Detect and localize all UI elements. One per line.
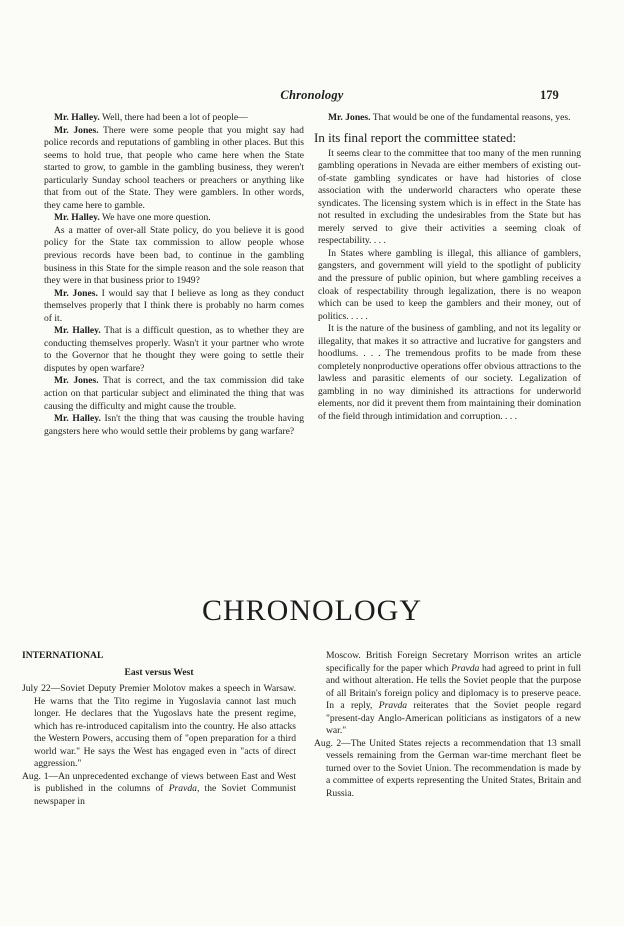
section-heading: INTERNATIONAL [22,650,104,661]
testimony-paragraph: Mr. Jones. I would say that I believe as long as they conduct themselves properly that I think there is probably no harm comes of it. [44,287,304,324]
chronology-left-column [22,650,296,809]
top-left-column [44,112,304,438]
chronology-entry: July 22—Soviet Deputy Premier Molotov makes a speech in Warsaw. He warns that the Tito regime in Yugoslavia cannot last much longer. He declares that the Yugoslavs hate the present regime, which has re-introduced capitalism into the country. He also attacks the Western Powers, accusing them of "open preparation for a third world war." He says the West has engaged even in "acts of direct aggression." [22,683,296,770]
report-quote-paragraph: It seems clear to the committee that too many of the men running gambling operations in Nevada are either members of existing out-of-state gambling syndicates or have had histories of close association with the underworld characters who operate these syndicates. The licensing system which is in effect in the State has not resulted in excluding the undesirables from the State but has merely served to give their activities a seeming cloak of respectability. . . . [318,147,581,247]
report-quote-paragraph: It is the nature of the business of gambling, and not its legality or illegality, that makes it so attractive and lucrative for gangsters and hoodlums. . . . The tremendous profits to be made from these completely nonproductive operations offer obvious attractions to the lawless and parasitic elements of our society. Legalization of gambling in no way diminished its attractions for underworld elements, nor did it prevent them from maintaining their domination of the field through intimidation and corruption. . . . [318,323,581,423]
testimony-paragraph: Mr. Jones. There were some people that you might say had police records and reputations of gambling in other places. But this seems to hold true, that people who came here when the State started to grow, to gamble in the gambling business, they weren't particularly Sunday school teachers or preachers or anything like that from out of the State. They were gamblers. In other words, they came here to gamble. [44,124,304,211]
chronology-entry-continued: Moscow. British Foreign Secretary Morrison writes an article specifically for the paper which Pravda had agreed to print in full and without alteration. He tells the Soviet people that the purpose of all Britain's foreign policy and diplomacy is to preserve peace. In a reply, Pravda reiterates that the Soviet people regard "present-day Anglo-American politicians as instigators of a new war." [326,650,581,737]
top-right-column [314,112,581,424]
testimony-paragraph: Mr. Jones. That is correct, and the tax commission did take action on that particular subject and eliminated the thing that was causing the difficulty and might cause the trouble. [44,375,304,412]
testimony-paragraph: Mr. Halley. That is a difficult question, as to whether they are conducting themselves properly. Wasn't it your partner who wrote to the Governor that he thought they were going to settle their disputes by open warfare? [44,325,304,374]
page-number: 179 [540,88,559,102]
chronology-right-column [314,650,581,801]
testimony-paragraph: Mr. Jones. That would be one of the fundamental reasons, yes. [328,112,571,123]
report-quote-paragraph: In States where gambling is illegal, this alliance of gamblers, gangsters, and government will yield to the spotlight of publicity and the pressure of public opinion, but where gambling receives a cloak of respectability through legalization, there is no weapon which can be used to keep the gamblers and their money, out of politics. . . . . [318,247,581,322]
chronology-heading: CHRONOLOGY [202,594,422,627]
chronology-entry: Aug. 1—An unprecedented exchange of views between East and West is published in the columns of Pravda, the Soviet Communist newspaper in [22,770,296,808]
testimony-paragraph: Mr. Halley. Isn't the thing that was causing the trouble having gangsters here who would settle their problems by gang warfare? [44,413,305,437]
testimony-paragraph: As a matter of over-all State policy, do you believe it is good policy for the State tax commission to allow people whose previous records have been bad, to continue in the gambling business in this State for the simple reason and the sole reason that they were in that business prior to 1949? [44,224,304,287]
running-header: Chronology [280,88,344,102]
testimony-paragraph: Mr. Halley. Well, there had been a lot of people— [54,112,248,123]
report-heading: In its final report the committee stated: [314,129,517,145]
subsection-heading: East versus West [124,666,194,678]
chronology-entry: Aug. 2—The United States rejects a recommendation that 13 small vessels remaining from the German war-time merchant fleet be turned over to the Soviet Union. The recommendation is made by a committee of experts representing the United States, Britain and Russia. [314,737,581,800]
testimony-paragraph: Mr. Halley. We have one more question. [54,212,211,224]
